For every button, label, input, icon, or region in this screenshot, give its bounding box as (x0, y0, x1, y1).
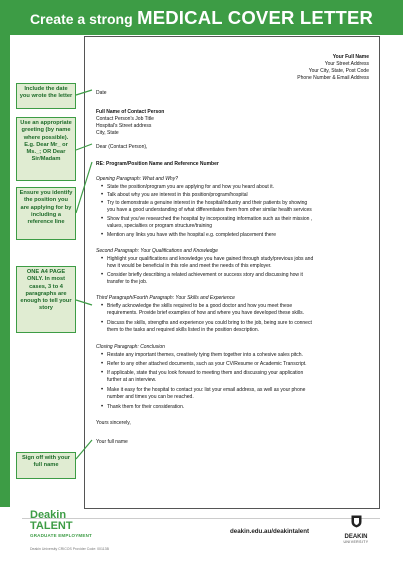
list-item: • Thank them for their consideration. (107, 404, 371, 411)
footer-divider (22, 518, 380, 519)
third-label: Third Paragraph/Fourth Paragraph: Your Skills and Experience (96, 295, 235, 301)
signature-name: Your full name (96, 439, 128, 445)
deakin-talent-logo: Deakin TALENT (30, 509, 73, 532)
list-item: • Show that you've researched the hospital by incorporating information such as their mission , values, specialties or program structure/training (107, 216, 371, 231)
sender-name: Your Full Name (332, 54, 369, 60)
left-accent-strip (0, 35, 10, 507)
letter-date: Date (96, 90, 107, 96)
list-item: • Make it easy for the hospital to contact you: list your email address, as well as your phone number and times you can be reached. (107, 387, 371, 402)
letter-greeting: Dear (Contact Person), (96, 144, 148, 150)
recipient-title: Contact Person's Job Title (96, 116, 154, 122)
opening-label: Opening Paragraph: What and Why? (96, 176, 178, 182)
list-item: • If applicable, state that you look forward to meeting them and discussing your application further at an interview. (107, 370, 371, 385)
university-name: DEAKIN (344, 534, 368, 540)
recipient-street: Hospital's Street address (96, 123, 152, 129)
closing-label: Closing Paragraph: Conclusion (96, 344, 165, 350)
sender-city: Your City, State, Post Code (308, 68, 369, 74)
list-item: • Discuss the skills, strengths and experience you could bring to the job, being sure to connect them to the tasks and required skills listed in the position description. (107, 320, 371, 335)
list-item: • Try to demonstrate a genuine interest in the hospital/industry and their patients by showing you have a good understanding of what differentiates them from other similar health services (107, 200, 371, 215)
subject-line: RE: Program/Position Name and Reference Number (96, 161, 219, 167)
list-item: • Highlight your qualifications and knowledge you have gained through study/previous jobs and how it would be beneficial in this role and meet the needs of this employer. (107, 256, 371, 271)
list-item: • Briefly acknowledge the skills required to be a good doctor and how you meet these requirements. Provide brief examples of how and where you have developed these skills. (107, 303, 371, 318)
deakin-university-logo (332, 515, 380, 544)
list-item: • Consider briefly describing a related achievement or success story and discussing how it transfer to the job. (107, 272, 371, 287)
sender-contact: Phone Number & Email Address (297, 75, 369, 81)
page-title (0, 0, 403, 35)
sender-street: Your Street Address (324, 61, 369, 67)
second-label: Second Paragraph: Your Qualifications and Knowledge (96, 248, 218, 254)
list-item: • Talk about why you are interest in this position/program/hospital (107, 192, 371, 199)
callout-subject: Ensure you identify the position you are applying for by including a reference line (16, 187, 76, 240)
callout-length: ONE A4 PAGE ONLY. In most cases, 3 to 4 paragraphs are enough to tell your story (16, 266, 76, 333)
recipient-name: Full Name of Contact Person (96, 109, 165, 115)
brand-subtitle: GRADUATE EMPLOYMENT (30, 533, 92, 538)
list-item: • Restate any important themes, creatively tying them together into a cohesive sales pitch. (107, 352, 371, 359)
signoff: Yours sincerely, (96, 420, 131, 426)
callout-signoff: Sign off with your full name (16, 452, 76, 479)
callout-date: Include the date you wrote the letter (16, 83, 76, 109)
cricos-code: Deakin University CRICOS Provider Code: 00113B (30, 547, 109, 551)
university-label: UNIVERSITY (343, 540, 369, 544)
callout-greeting: Use an appropriate greeting (by name where possible). E.g. Dear Mr_ or Ms._; OR Dear Sir/Madam (16, 117, 76, 181)
list-item: • State the position/program you are applying for and how you heard about it. (107, 184, 371, 191)
list-item: • Mention any links you have with the hospital e.g. completed placement there (107, 232, 371, 239)
footer-url[interactable]: deakin.edu.au/deakintalent (230, 528, 310, 535)
list-item: • Refer to any other attached documents, such as your CV/Resume or Academic Transcript. (107, 361, 371, 368)
crest-icon (351, 515, 362, 528)
title-prefix: Create a strong (29, 11, 133, 27)
recipient-city: City, State (96, 130, 119, 136)
sample-letter (84, 36, 380, 509)
title-main: MEDICAL COVER LETTER (137, 7, 374, 28)
